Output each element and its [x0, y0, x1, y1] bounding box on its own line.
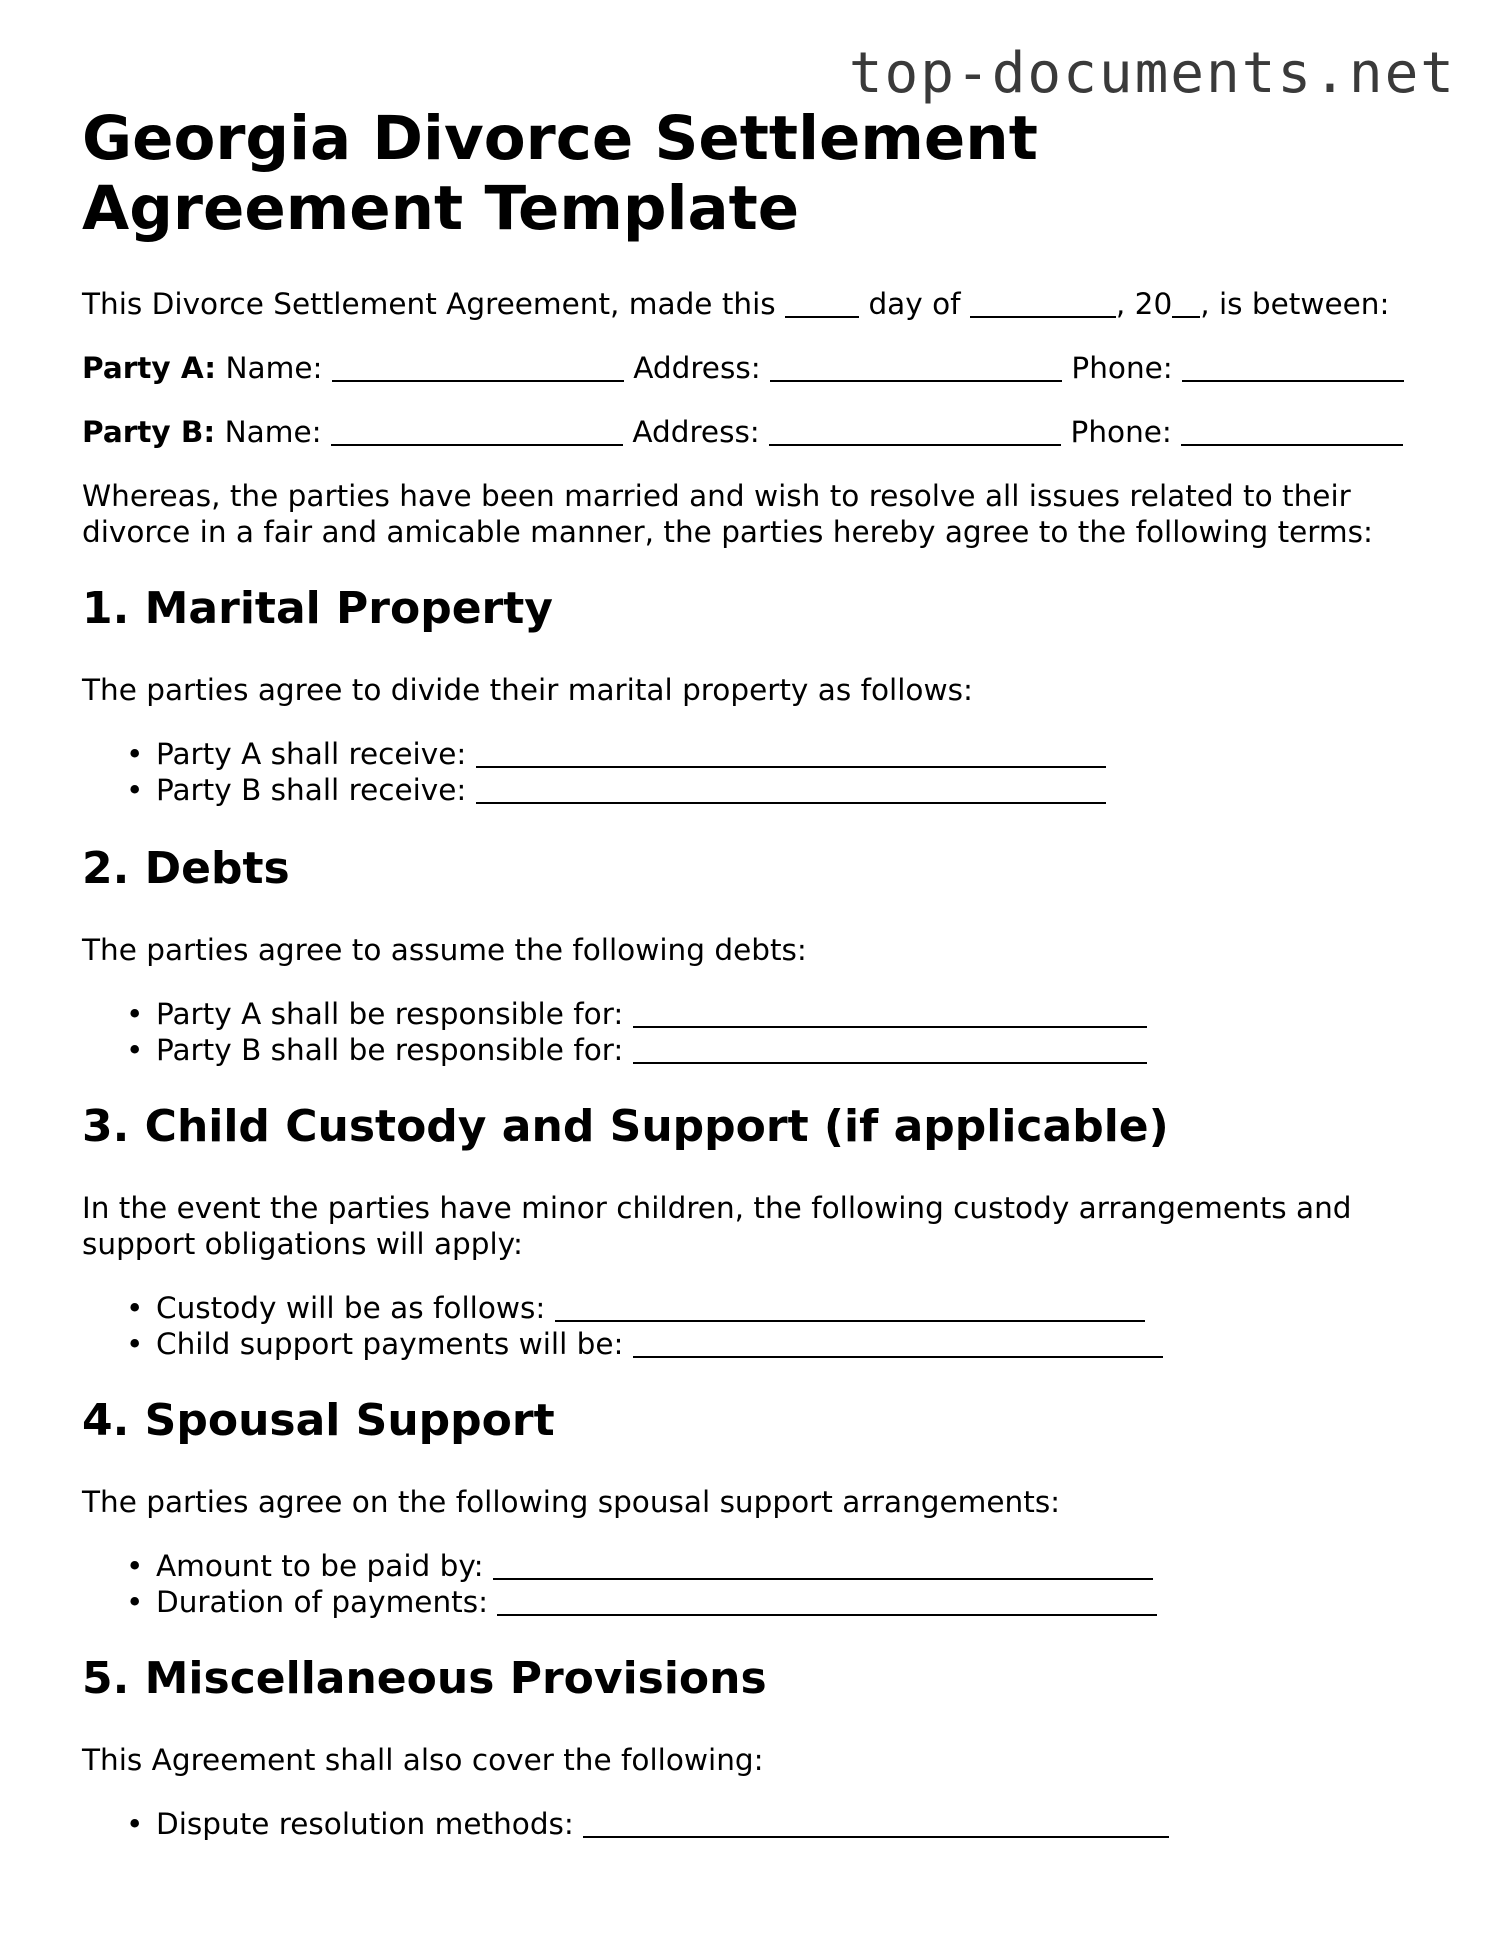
- list-item: [156, 1290, 1163, 1326]
- party-b-phone-label: Phone:: [1070, 415, 1172, 449]
- intro-day-of: day of: [868, 287, 961, 321]
- party-b-label: Party B:: [82, 415, 216, 449]
- party-b-name-label: Name:: [224, 415, 322, 449]
- party-a-phone-field[interactable]: [1182, 352, 1404, 382]
- section-4-heading: 4. Spousal Support: [82, 1395, 555, 1446]
- party-b-name-field[interactable]: [331, 416, 623, 446]
- intro-year-prefix: , 20: [1115, 287, 1173, 321]
- section-2-heading: 2. Debts: [82, 843, 290, 894]
- intro-tail: , is between:: [1200, 287, 1390, 321]
- party-a-name-label: Name:: [225, 351, 323, 385]
- section-4-list: [82, 1548, 1157, 1620]
- custody-field[interactable]: [555, 1292, 1145, 1322]
- list-item: [156, 1032, 1147, 1068]
- amount-paid-by-field[interactable]: [493, 1550, 1153, 1580]
- list-item: [156, 736, 1106, 772]
- party-a-receive-field[interactable]: [476, 738, 1106, 768]
- party-a-address-label: Address:: [633, 351, 761, 385]
- item-label: Party B shall be responsible for:: [156, 1033, 624, 1067]
- section-4-text: The parties agree on the following spousal support arrangements:: [82, 1485, 1061, 1519]
- party-a-debts-field[interactable]: [633, 998, 1147, 1028]
- duration-field[interactable]: [497, 1586, 1157, 1616]
- list-item: [156, 772, 1106, 808]
- party-b-debts-field[interactable]: [633, 1034, 1147, 1064]
- party-b-phone-field[interactable]: [1181, 416, 1403, 446]
- party-a-address-field[interactable]: [770, 352, 1062, 382]
- item-label: Duration of payments:: [156, 1585, 489, 1619]
- section-3-heading: 3. Child Custody and Support (if applicable): [82, 1101, 1169, 1152]
- item-label: Amount to be paid by:: [156, 1549, 484, 1583]
- section-1-heading: 1. Marital Property: [82, 583, 553, 634]
- section-3-text: In the event the parties have minor children, the following custody arrangements and support obligations will apply:: [82, 1191, 1352, 1261]
- year-blank[interactable]: [1172, 288, 1200, 318]
- party-b-address-label: Address:: [632, 415, 760, 449]
- section-3-list: [82, 1290, 1163, 1362]
- section-5-text: This Agreement shall also cover the following:: [82, 1743, 764, 1777]
- party-b-receive-field[interactable]: [476, 774, 1106, 804]
- section-1-list: [82, 736, 1106, 808]
- dispute-resolution-field[interactable]: [583, 1808, 1169, 1838]
- day-blank[interactable]: [785, 288, 859, 318]
- section-2-list: [82, 996, 1147, 1068]
- section-5-heading: 5. Miscellaneous Provisions: [82, 1653, 767, 1704]
- intro-lead: This Divorce Settlement Agreement, made this: [82, 287, 776, 321]
- intro-line: [82, 286, 1422, 322]
- child-support-field[interactable]: [633, 1328, 1163, 1358]
- list-item: [156, 1326, 1163, 1362]
- list-item: [156, 1806, 1169, 1842]
- list-item: [156, 1584, 1157, 1620]
- item-label: Party B shall receive:: [156, 773, 467, 807]
- party-a-name-field[interactable]: [332, 352, 624, 382]
- party-a-phone-label: Phone:: [1071, 351, 1173, 385]
- section-5-list: [82, 1806, 1169, 1842]
- section-1-text: The parties agree to divide their marital property as follows:: [82, 673, 973, 707]
- month-blank[interactable]: [970, 288, 1116, 318]
- party-a-label: Party A:: [82, 351, 217, 385]
- party-b-line: [82, 414, 1422, 450]
- list-item: [156, 996, 1147, 1032]
- site-watermark: top-documents.net: [848, 41, 1456, 106]
- document-title: Georgia Divorce Settlement Agreement Template: [82, 103, 1038, 244]
- whereas-paragraph: Whereas, the parties have been married and wish to resolve all issues related to their divorce in a fair and amicable manner, the parties hereby agree to the following terms:: [82, 479, 1373, 549]
- item-label: Party A shall be responsible for:: [156, 997, 624, 1031]
- item-label: Child support payments will be:: [156, 1327, 624, 1361]
- item-label: Custody will be as follows:: [156, 1291, 546, 1325]
- item-label: Dispute resolution methods:: [156, 1807, 574, 1841]
- party-a-line: [82, 350, 1422, 386]
- list-item: [156, 1548, 1157, 1584]
- item-label: Party A shall receive:: [156, 737, 467, 771]
- section-2-text: The parties agree to assume the following debts:: [82, 933, 807, 967]
- party-b-address-field[interactable]: [769, 416, 1061, 446]
